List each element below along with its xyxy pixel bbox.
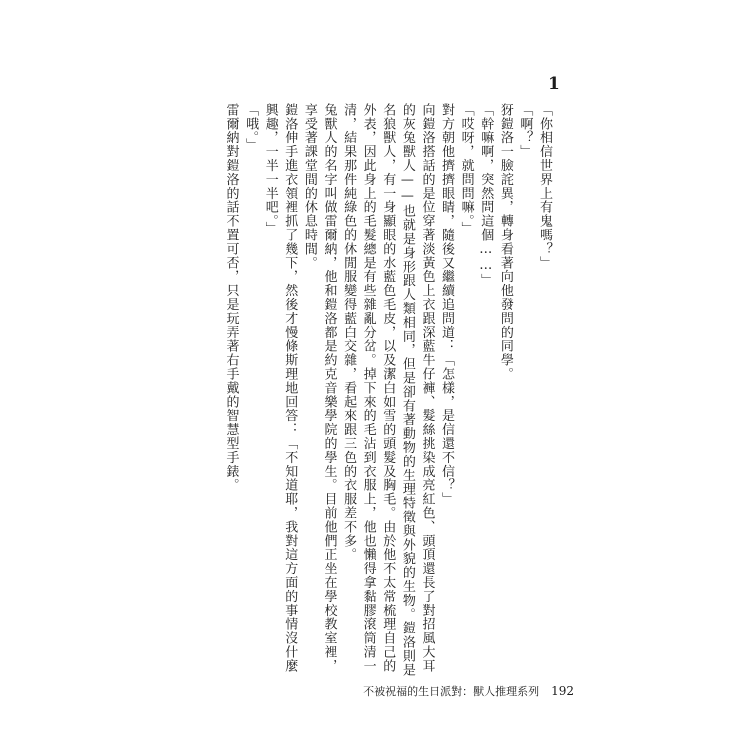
body-text bbox=[194, 103, 554, 678]
paragraph: 「幹嘛啊，突然問這個……」 bbox=[478, 103, 494, 288]
paragraph: 「你相信世界上有鬼嗎？」 bbox=[537, 103, 552, 270]
chapter-number: 1 bbox=[548, 74, 560, 94]
page-footer bbox=[363, 683, 574, 699]
paragraph: 兔獸人的名字叫做雷爾納，他和鎧洛都是約克音樂學院的學生。目前他們正坐在學校教室裡，享受著課堂間的休息時間。 bbox=[301, 103, 337, 673]
paragraph: 鎧洛伸手進衣領裡抓了幾下，然後才慢條斯理地回答：「不知道耶，我對這方面的事情沒什麼興趣，一半一半吧。」 bbox=[262, 103, 298, 673]
paragraph: 雷爾納對鎧洛的話不置可否，只是玩弄著右手戴的智慧型手錶。 bbox=[223, 103, 239, 493]
paragraph: 「哦。」 bbox=[243, 103, 259, 153]
paragraph: 「啊？」 bbox=[517, 103, 533, 159]
paragraph: 犽鎧洛一臉詫異，轉身看著向他發問的同學。 bbox=[497, 103, 513, 381]
paragraph: 「哎呀，就問問嘛。」 bbox=[458, 103, 474, 236]
book-title: 不被祝福的生日派對：獸人推理系列 bbox=[363, 685, 540, 698]
paragraph: 向鎧洛搭話的是位穿著淡黃色上衣跟深藍牛仔褲、髮絲挑染成亮紅色、頭頂還長了對招風大耳的灰兔獸人——也就是身形跟人類相同，但是卻有著動物的生理特徵與外貌的生物。鎧洛則是名狼獸人，有一身顯眼的水藍色毛皮，以及潔白如雪的頭髮及胸毛。由於他不太常梳理自己的外表，因此身上的毛髮總是有些雜亂分岔。掉下來的毛沾到衣服上，他也懶得拿黏膠滾筒清一清，結果那件純綠色的休閒服變得藍白交雜，看起來跟三色的衣服差不多。 bbox=[341, 103, 435, 677]
paragraph: 對方朝他擠擠眼睛，隨後又繼續追問道：「怎樣，是信還不信？」 bbox=[439, 103, 455, 507]
page-number: 192 bbox=[551, 684, 574, 698]
